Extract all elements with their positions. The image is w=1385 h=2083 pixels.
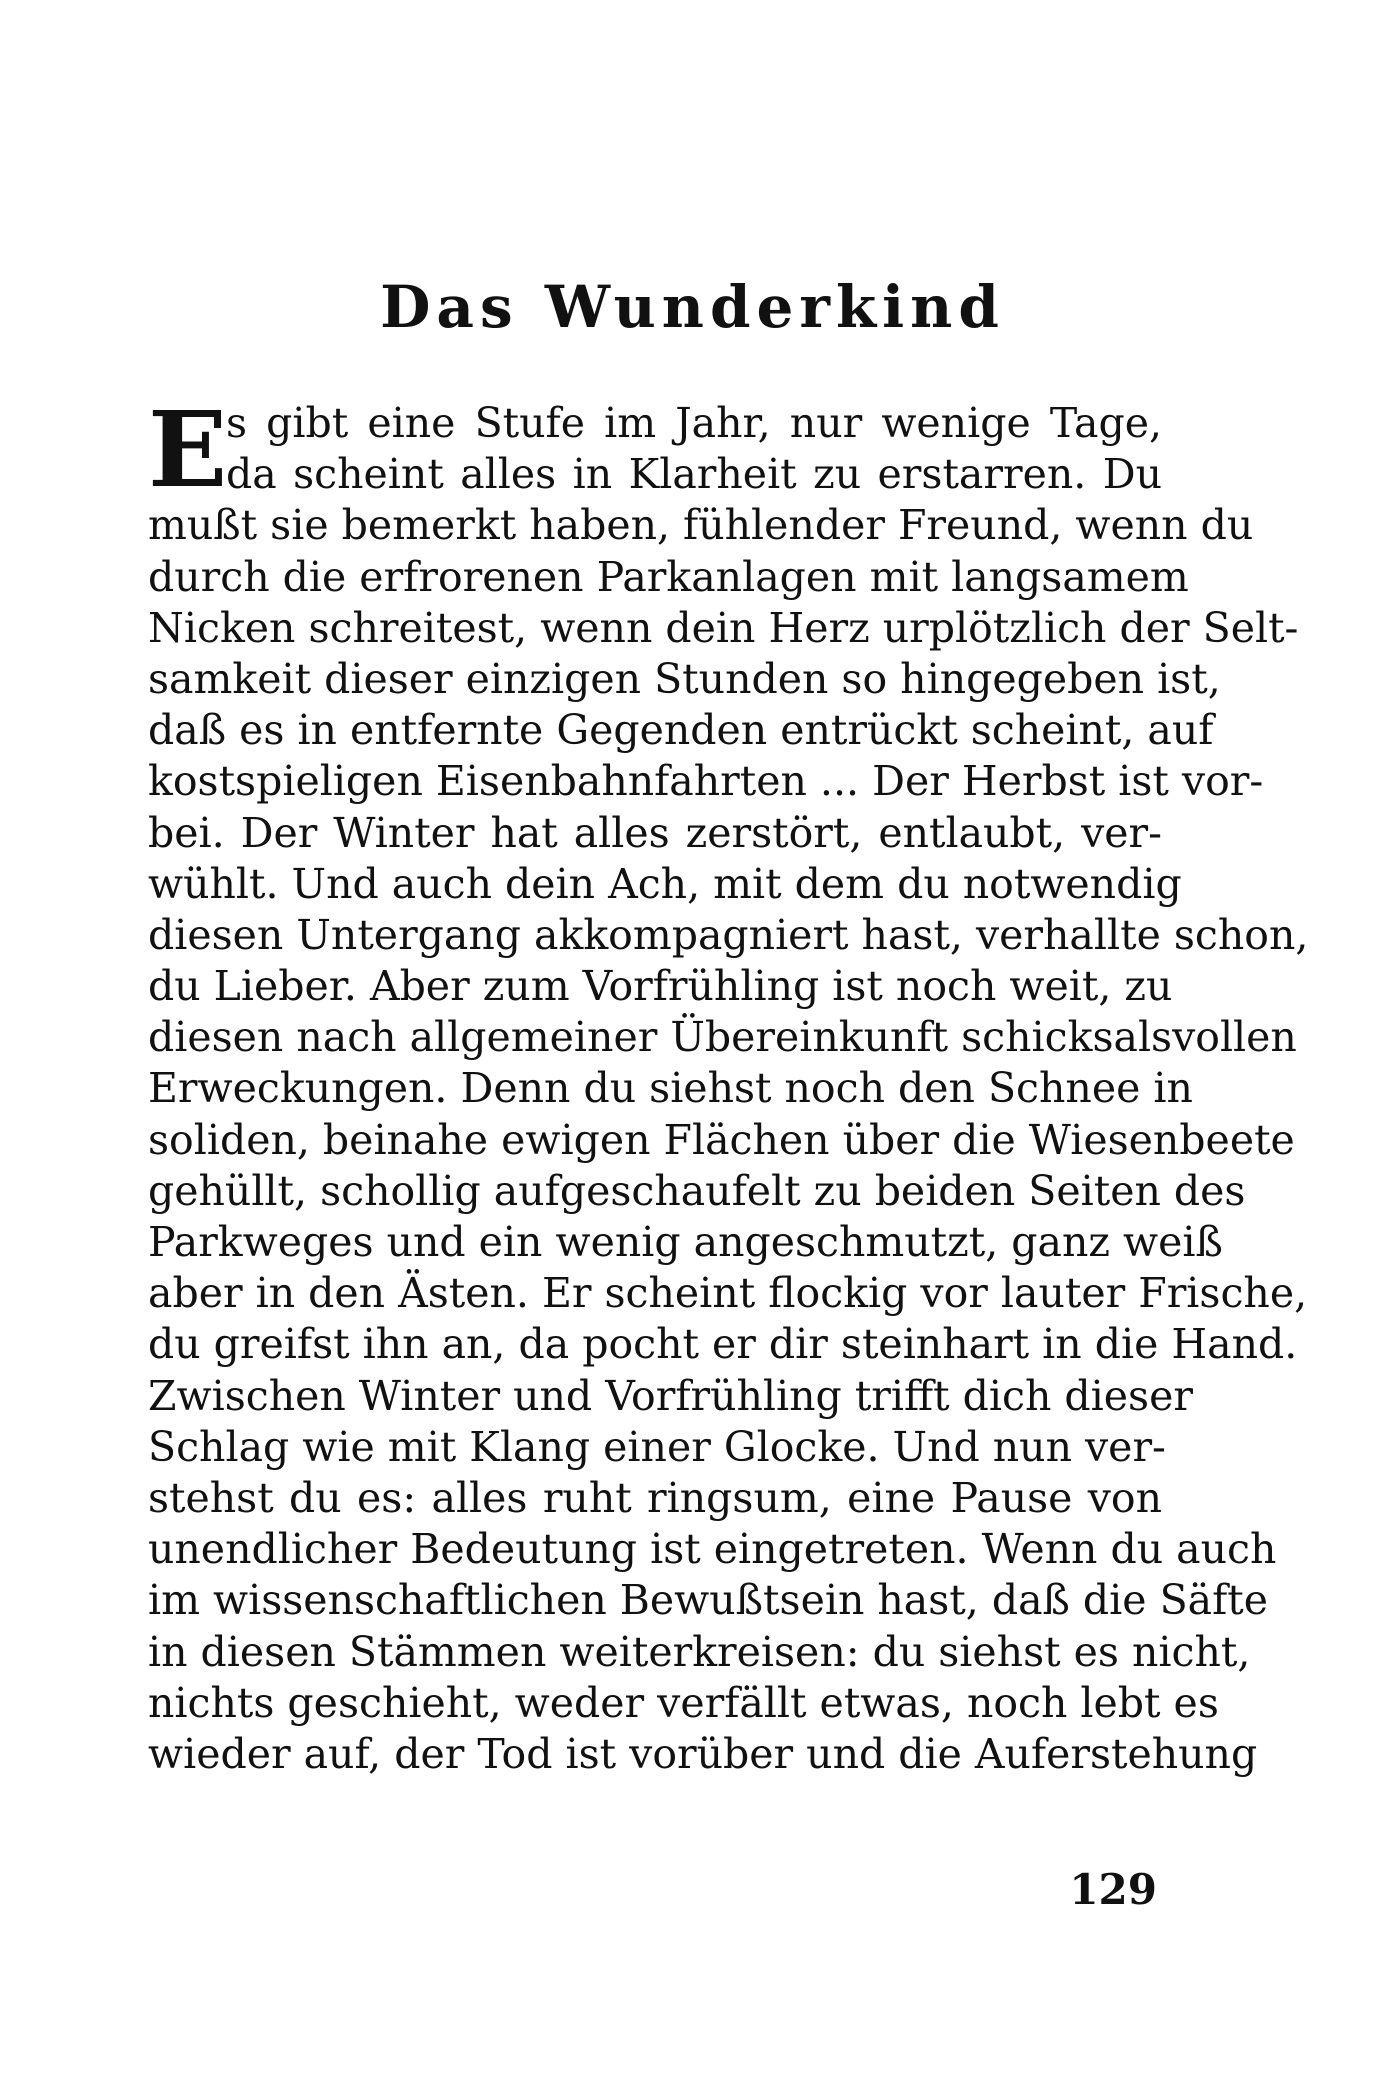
body-text	[148, 388, 1309, 1780]
text-line: soliden, beinahe ewigen Flächen über die Wiesenbeete	[148, 1115, 1295, 1164]
drop-cap: E	[148, 388, 228, 511]
text-line: da scheint alles in Klarheit zu erstarren. Du	[226, 450, 1162, 499]
text-line: Nicken schreitest, wenn dein Herz urplötzlich der Selt-	[148, 603, 1299, 652]
text-line: mußt sie bemerkt haben, fühlender Freund, wenn du	[148, 501, 1254, 550]
text-line: Parkweges und ein wenig angeschmutzt, ganz weiß	[148, 1218, 1223, 1266]
text-line: in diesen Stämmen weiterkreisen: du siehst es nicht,	[148, 1627, 1251, 1676]
text-line: nichts geschieht, weder verfällt etwas, noch lebt es	[148, 1678, 1219, 1727]
text-line: gehüllt, schollig aufgeschaufelt zu beiden Seiten des	[148, 1166, 1246, 1215]
text-line: diesen Untergang akkompagniert hast, verhallte schon,	[148, 910, 1309, 959]
chapter-title: Das Wunderkind	[380, 273, 1005, 341]
text-line: durch die erfrorenen Parkanlagen mit langsamem	[148, 552, 1189, 601]
text-line: du Lieber. Aber zum Vorfrühling ist noch weit, zu	[148, 962, 1173, 1011]
text-line: Erweckungen. Denn du siehst noch den Schnee in	[148, 1064, 1193, 1113]
text-line: im wissenschaftlichen Bewußtsein hast, daß die Säfte	[148, 1576, 1269, 1625]
text-line: samkeit dieser einzigen Stunden so hingegeben ist,	[148, 654, 1221, 703]
text-line: Schlag wie mit Klang einer Glocke. Und nun ver-	[148, 1422, 1166, 1471]
text-line: kostspieligen Eisenbahnfahrten ... Der Herbst ist vor-	[148, 757, 1264, 806]
text-line: diesen nach allgemeiner Übereinkunft schicksalsvollen	[148, 1013, 1297, 1062]
text-line: wieder auf, der Tod ist vorüber und die Auferstehung	[148, 1729, 1258, 1778]
text-line: bei. Der Winter hat alles zerstört, entlaubt, ver-	[148, 808, 1162, 857]
text-line: Zwischen Winter und Vorfrühling trifft dich dieser	[148, 1371, 1193, 1420]
text-line: unendlicher Bedeutung ist eingetreten. Wenn du auch	[148, 1525, 1277, 1574]
text-line: stehst du es: alles ruht ringsum, eine Pause von	[148, 1473, 1162, 1522]
page-number: 129	[1069, 1865, 1157, 1914]
text-line: daß es in entfernte Gegenden entrückt scheint, auf	[148, 706, 1214, 755]
text-line: aber in den Ästen. Er scheint flockig vor lauter Frische,	[148, 1269, 1308, 1318]
text-line: s gibt eine Stufe im Jahr, nur wenige Tage,	[226, 399, 1162, 447]
text-line: wühlt. Und auch dein Ach, mit dem du notwendig	[148, 859, 1182, 908]
text-line: du greifst ihn an, da pocht er dir steinhart in die Hand.	[148, 1320, 1298, 1369]
